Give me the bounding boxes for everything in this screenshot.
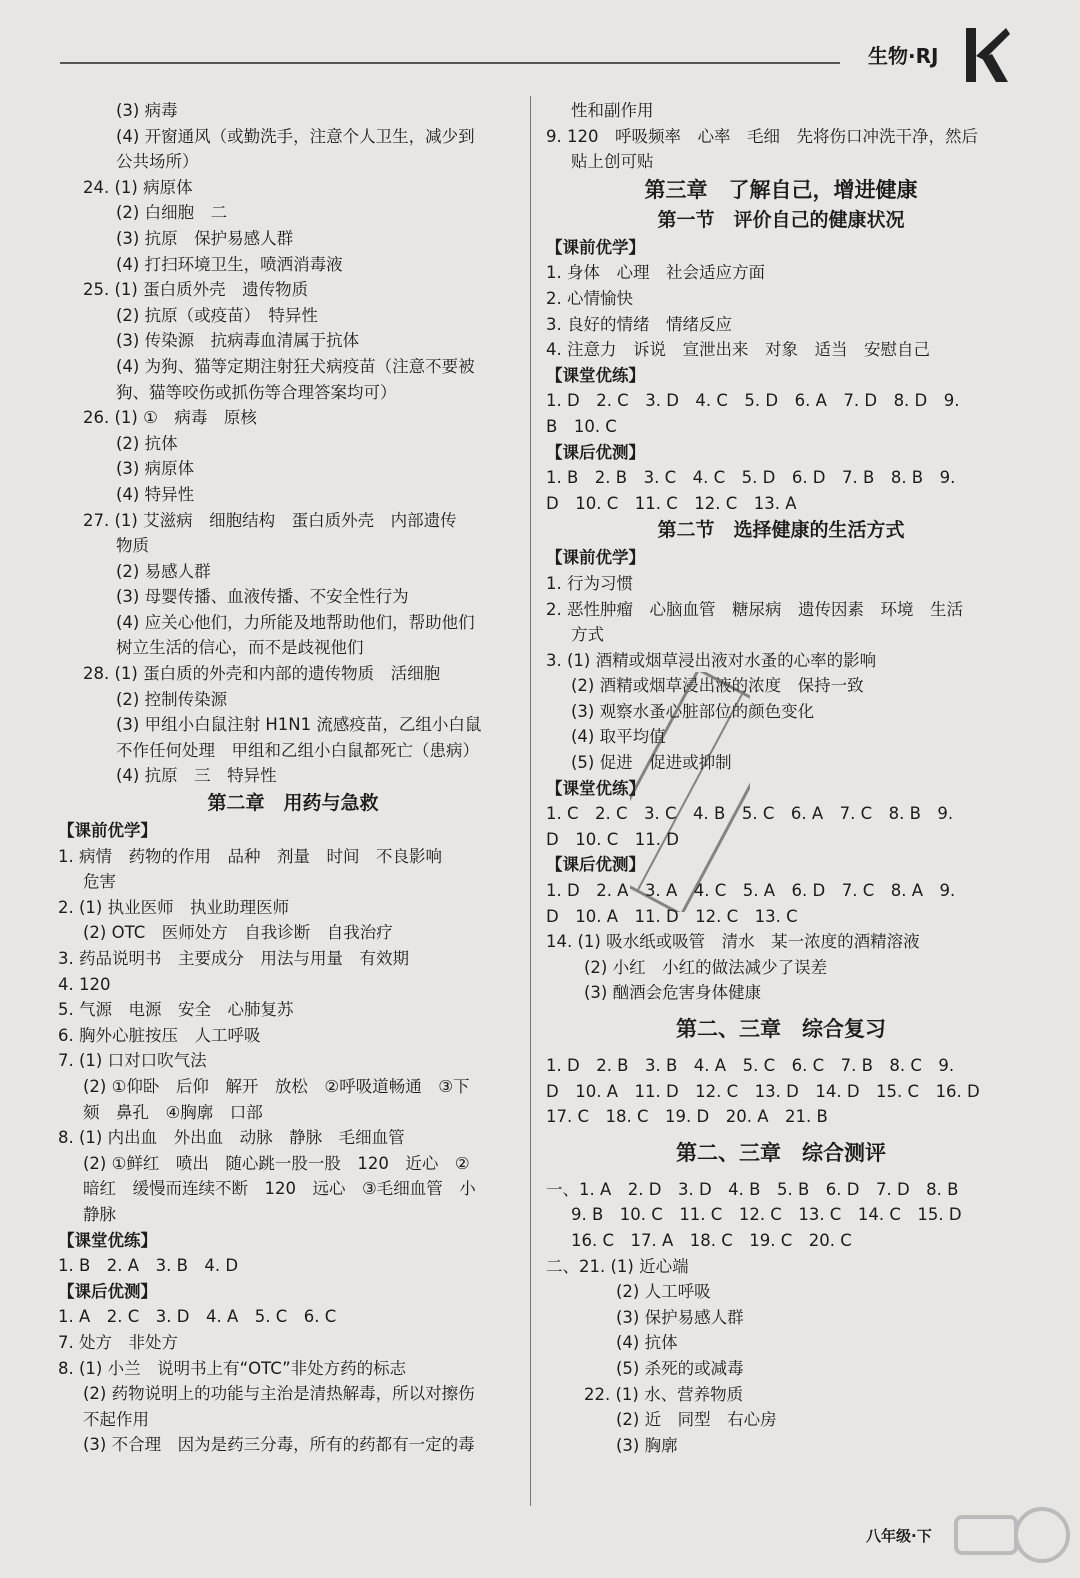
answer-line: 28. (1) 蛋白质的外壳和内部的遗传物质 活细胞 [83, 664, 441, 684]
answer-line: (4) 开窗通风（或勤洗手，注意个人卫生，减少到 [116, 126, 475, 146]
answer-line: 9. 120 呼吸频率 心率 毛细 先将伤口冲洗干净，然后 [546, 126, 978, 146]
section-heading: 第二、三章 综合复习 [676, 1017, 886, 1041]
answer-line: 2. (1) 执业医师 执业助理医师 [58, 897, 290, 917]
section-tag: 【课后优测】 [58, 1281, 157, 1301]
answer-line: 25. (1) 蛋白质外壳 遗传物质 [83, 280, 309, 300]
section-heading: 第二章 用药与急救 [207, 792, 379, 815]
left-column [58, 98, 528, 1458]
right-column [546, 98, 1016, 1458]
answer-line: (2) 抗原（或疫苗） 特异性 [116, 305, 318, 325]
answer-line: (4) 特异性 [116, 484, 195, 504]
answer-line [546, 1130, 1016, 1138]
answer-line: (3) 胸廓 [616, 1435, 678, 1455]
answer-line: 静脉 [83, 1204, 116, 1224]
answer-line: 二、21. (1) 近心端 [546, 1256, 689, 1276]
section-tag: 【课堂优练】 [546, 365, 645, 385]
answer-line: 26. (1) ① 病毒 原核 [83, 408, 257, 428]
answer-line: 17. C 18. C 19. D 20. A 21. B [546, 1107, 828, 1127]
answer-line: 3. (1) 酒精或烟草浸出液对水蚤的心率的影响 [546, 650, 877, 670]
answer-line: 5. 气源 电源 安全 心肺复苏 [58, 1000, 294, 1020]
answer-line: (2) 药物说明上的功能与主治是清热解毒，所以对擦伤 [83, 1384, 475, 1404]
answer-line: 1. A 2. C 3. D 4. A 5. C 6. C [58, 1307, 337, 1327]
answer-line: (4) 为狗、猫等定期注射狂犬病疫苗（注意不要被 [116, 356, 475, 376]
answer-line: (5) 杀死的或减毒 [616, 1358, 744, 1378]
answer-line: (3) 酗酒会危害身体健康 [584, 983, 762, 1003]
answer-line: (3) 不合理 因为是药三分毒，所有的药都有一定的毒 [83, 1435, 475, 1455]
answer-line: (2) 人工呼吸 [616, 1282, 711, 1302]
answer-line: 3. 药品说明书 主要成分 用法与用量 有效期 [58, 949, 409, 968]
answer-line: (4) 打扫环境卫生，喷洒消毒液 [116, 254, 343, 274]
answer-line: 4. 注意力 诉说 宣泄出来 对象 适当 安慰自己 [546, 340, 930, 360]
answer-line: 物质 [116, 536, 149, 556]
section-heading: 第二节 选择健康的生活方式 [657, 519, 905, 542]
answer-line: 1. D 2. B 3. B 4. A 5. C 6. C 7. B 8. C 9. [546, 1056, 955, 1075]
answer-line: 不起作用 [83, 1409, 149, 1429]
answer-line: D 10. A 11. D 12. C 13. C [546, 906, 798, 926]
answer-line: 方式 [571, 625, 604, 645]
answer-line: 1. 病情 药物的作用 品种 剂量 时间 不良影响 [58, 846, 442, 866]
answer-line [546, 1006, 1016, 1014]
section-heading: 第三章 了解自己，增进健康 [644, 177, 918, 202]
answer-line: 7. 处方 非处方 [58, 1332, 178, 1352]
answer-line: (2) 易感人群 [116, 561, 211, 581]
section-tag: 【课后优测】 [546, 442, 645, 462]
answer-line: D 10. A 11. D 12. C 13. D 14. D 15. C 16. D [546, 1081, 980, 1101]
answer-line: 一、1. A 2. D 3. D 4. B 5. B 6. D 7. D 8. B [546, 1179, 959, 1199]
answer-line: B 10. C [546, 416, 617, 436]
section-heading: 第二、三章 综合测评 [676, 1140, 886, 1165]
answer-line: (3) 病原体 [116, 459, 195, 479]
answer-line: (4) 抗原 三 特异性 [116, 766, 277, 786]
answer-line: 27. (1) 艾滋病 细胞结构 蛋白质外壳 内部遗传 [83, 510, 457, 530]
answer-line: 8. (1) 小兰 说明书上有“OTC”非处方药的标志 [58, 1358, 407, 1378]
answer-line: 1. B 2. B 3. C 4. C 5. D 6. D 7. B 8. B 9. [546, 468, 956, 488]
section-tag: 【课后优测】 [546, 855, 645, 875]
section-tag: 【课前优学】 [546, 237, 645, 257]
answer-line: 性和副作用 [571, 101, 654, 120]
section-heading: 第一节 评价自己的健康状况 [657, 208, 905, 231]
answer-line: (4) 取平均值 [571, 727, 666, 747]
answer-line: 2. 恶性肿瘤 心脑血管 糖尿病 遗传因素 环境 生活 [546, 599, 963, 619]
answer-line: 24. (1) 病原体 [83, 177, 193, 197]
section-tag: 【课前优学】 [546, 548, 645, 568]
answer-line: 1. B 2. A 3. B 4. D [58, 1256, 239, 1276]
answer-line: (2) ①仰卧 后仰 解开 放松 ②呼吸道畅通 ③下 [83, 1076, 470, 1096]
answer-line: (2) 抗体 [116, 433, 178, 453]
answer-line: (3) 母婴传播、血液传播、不安全性行为 [116, 587, 409, 607]
answer-line: (3) 病毒 [116, 101, 178, 120]
answer-line: 3. 良好的情绪 情绪反应 [546, 314, 732, 334]
answer-line: (4) 应关心他们，力所能及地帮助他们，帮助他们 [116, 612, 475, 632]
footer-grade: 八年级·下 [866, 1527, 932, 1545]
answer-line: (4) 抗体 [616, 1333, 678, 1353]
answer-line: 16. C 17. A 18. C 19. C 20. C [571, 1230, 852, 1250]
stamp-seal [630, 672, 750, 912]
site-watermark-logo [950, 1505, 1070, 1575]
answer-line: 2. 心情愉快 [546, 288, 633, 308]
answer-line [546, 1169, 1016, 1177]
answer-line: 树立生活的信心，而不是歧视他们 [116, 638, 364, 658]
answer-line: 6. 胸外心脏按压 人工呼吸 [58, 1025, 261, 1045]
answer-line: (2) 近 同型 右心房 [616, 1410, 777, 1430]
answer-line: 14. (1) 吸水纸或吸管 清水 某一浓度的酒精溶液 [546, 932, 920, 952]
section-tag: 【课堂优练】 [58, 1230, 157, 1250]
answer-line: (2) 控制传染源 [116, 689, 228, 709]
answer-line: 危害 [83, 872, 116, 892]
answer-line: 8. (1) 内出血 外出血 动脉 静脉 毛细血管 [58, 1128, 405, 1148]
answer-line: 贴上创可贴 [571, 152, 654, 172]
section-tag: 【课堂优练】 [546, 778, 645, 798]
answer-line: 不作任何处理 甲组和乙组小白鼠都死亡（患病） [116, 740, 479, 760]
answer-line: 4. 120 [58, 974, 111, 994]
answer-line: (3) 抗原 保护易感人群 [116, 228, 294, 248]
answer-line: (3) 保护易感人群 [616, 1307, 744, 1327]
answer-line: (5) 促进 促进或抑制 [571, 753, 732, 773]
answer-line: 1. D 2. A 3. A 4. C 5. A 6. D 7. C 8. A 9. [546, 881, 956, 901]
answer-line: 暗红 缓慢而连续不断 120 远心 ③毛细血管 小 [83, 1179, 476, 1199]
answer-line: (2) ①鲜红 喷出 随心跳一股一股 120 近心 ② [83, 1153, 470, 1173]
answer-line: (2) 酒精或烟草浸出液的浓度 保持一致 [571, 676, 864, 696]
answer-line: 9. B 10. C 11. C 12. C 13. C 14. C 15. D [571, 1205, 962, 1225]
answer-line [546, 1045, 1016, 1053]
answer-line: 狗、猫等咬伤或抓伤等合理答案均可） [116, 382, 397, 402]
answer-line: (3) 传染源 抗病毒血清属于抗体 [116, 331, 360, 351]
header-rule [60, 62, 840, 64]
column-divider [530, 96, 531, 1506]
answer-line: 22. (1) 水、营养物质 [584, 1384, 744, 1404]
answer-line: 颏 鼻孔 ④胸廓 口部 [83, 1102, 263, 1122]
answer-line: D 10. C 11. C 12. C 13. A [546, 493, 797, 513]
answer-line: (3) 观察水蚤心脏部位的颜色变化 [571, 701, 815, 721]
answer-line: (2) OTC 医师处方 自我诊断 自我治疗 [83, 923, 393, 943]
section-tag: 【课前优学】 [58, 821, 157, 841]
answer-line: D 10. C 11. D [546, 829, 679, 849]
answer-line: 7. (1) 口对口吹气法 [58, 1051, 207, 1071]
answer-line: 1. D 2. C 3. D 4. C 5. D 6. A 7. D 8. D 9. [546, 391, 960, 411]
answer-line: 1. 行为习惯 [546, 573, 633, 593]
answer-line: (2) 小红 小红的做法减少了误差 [584, 957, 828, 977]
brand-logo-icon [962, 28, 1010, 82]
header-subject: 生物·RJ [868, 44, 939, 68]
answer-line: (3) 甲组小白鼠注射 H1N1 流感疫苗，乙组小白鼠 [116, 715, 482, 735]
answer-line: 1. 身体 心理 社会适应方面 [546, 263, 765, 283]
answer-line: 公共场所） [116, 152, 199, 172]
answer-line: 1. C 2. C 3. C 4. B 5. C 6. A 7. C 8. B 9. [546, 804, 954, 824]
answer-line: (2) 白细胞 二 [116, 203, 228, 223]
